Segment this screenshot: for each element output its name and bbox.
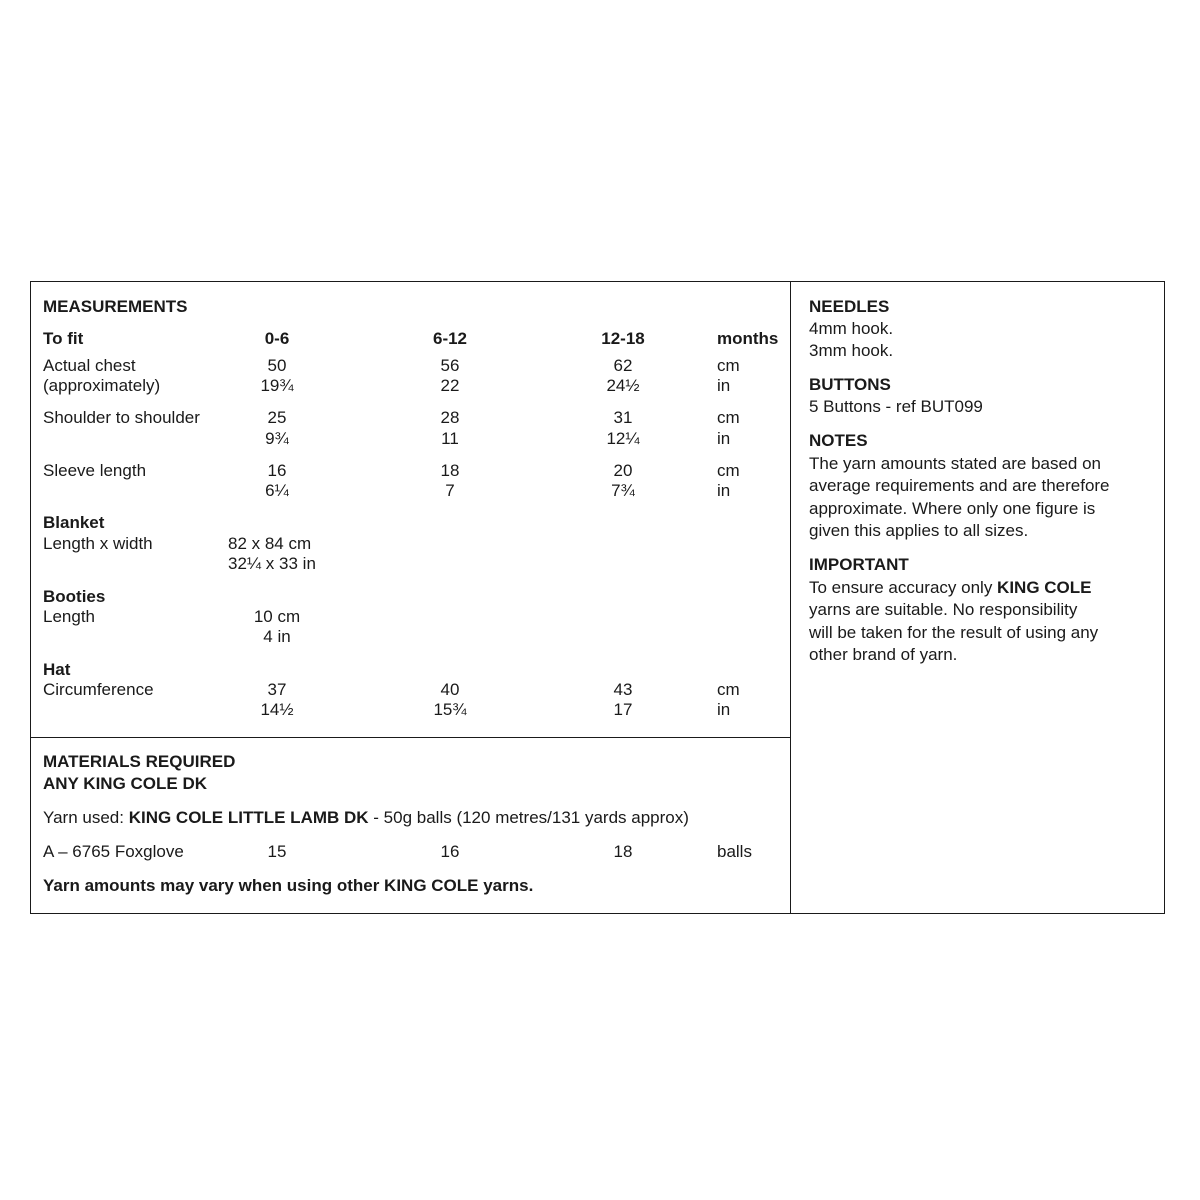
booties-cm: 10 cm [253, 607, 301, 626]
important-line-1-prefix: To ensure accuracy only [809, 578, 998, 597]
blanket-heading: Blanket [43, 513, 105, 532]
chest-label: Actual chest [43, 356, 136, 375]
notes-line-2: average requirements and are therefore [809, 476, 1110, 495]
size-0-6: 0-6 [264, 329, 290, 348]
materials-heading: MATERIALS REQUIRED [43, 752, 236, 771]
yarn-used-line [43, 808, 689, 828]
booties-label: Length [43, 607, 95, 626]
hat-label: Circumference [43, 680, 154, 699]
notes-line-3: approximate. Where only one figure is [809, 499, 1096, 518]
sleeve-in-2: 7¾ [611, 481, 635, 500]
needles-heading: NEEDLES [809, 297, 890, 316]
chest-unit-in: in [717, 376, 731, 395]
materials-section [31, 738, 790, 914]
buttons-heading: BUTTONS [809, 375, 891, 394]
needles-line-2: 3mm hook. [809, 341, 894, 360]
chest-in-2: 24½ [606, 376, 640, 395]
shade-unit: balls [717, 842, 752, 861]
shoulder-label: Shoulder to shoulder [43, 408, 200, 427]
yarn-note: Yarn amounts may vary when using other KING COLE yarns. [43, 876, 534, 895]
size-12-18: 12-18 [601, 329, 645, 348]
sleeve-cm-2: 20 [613, 461, 633, 480]
shoulder-cm-1: 28 [440, 408, 460, 427]
right-column [791, 282, 1166, 913]
needles-line-1: 4mm hook. [809, 319, 894, 338]
chest-label-note: (approximately) [43, 376, 161, 395]
yarn-name: KING COLE LITTLE LAMB DK [128, 808, 369, 827]
measurements-heading: MEASUREMENTS [43, 297, 188, 316]
hat-in-0: 14½ [260, 700, 294, 719]
shade-balls-0: 15 [267, 842, 287, 861]
sleeve-in-0: 6¼ [265, 481, 289, 500]
left-column [31, 282, 791, 913]
materials-subheading: ANY KING COLE DK [43, 774, 208, 793]
important-brand: KING COLE [997, 578, 1092, 597]
hat-heading: Hat [43, 660, 71, 679]
important-line-4: other brand of yarn. [809, 645, 958, 664]
important-line-1 [809, 577, 1092, 600]
chest-unit-cm: cm [717, 356, 740, 375]
notes-line-4: given this applies to all sizes. [809, 521, 1029, 540]
yarn-used-prefix: Yarn used: [43, 808, 129, 827]
booties-heading: Booties [43, 587, 106, 606]
important-line-3: will be taken for the result of using any [809, 623, 1099, 642]
hat-cm-1: 40 [440, 680, 460, 699]
shade-label: A – 6765 Foxglove [43, 842, 184, 861]
measurements-section [31, 282, 790, 738]
hat-in-2: 17 [613, 700, 633, 719]
important-line-2: yarns are suitable. No responsibility [809, 600, 1078, 619]
booties-in: 4 in [263, 627, 291, 646]
shoulder-in-0: 9¾ [265, 429, 289, 448]
chest-cm-0: 50 [267, 356, 287, 375]
shoulder-unit-cm: cm [717, 408, 740, 427]
notes-line-1: The yarn amounts stated are based on [809, 454, 1102, 473]
hat-unit-cm: cm [717, 680, 740, 699]
important-heading: IMPORTANT [809, 555, 909, 574]
sleeve-unit-in: in [717, 481, 731, 500]
notes-heading: NOTES [809, 431, 868, 450]
blanket-label: Length x width [43, 534, 153, 553]
sleeve-label: Sleeve length [43, 461, 147, 480]
chest-in-0: 19¾ [260, 376, 294, 395]
chest-cm-1: 56 [440, 356, 460, 375]
shoulder-cm-2: 31 [613, 408, 633, 427]
chest-in-1: 22 [440, 376, 460, 395]
buttons-line-1: 5 Buttons - ref BUT099 [809, 397, 983, 416]
hat-in-1: 15¾ [433, 700, 467, 719]
sleeve-cm-1: 18 [440, 461, 460, 480]
sleeve-cm-0: 16 [267, 461, 287, 480]
hat-cm-0: 37 [267, 680, 287, 699]
hat-cm-2: 43 [613, 680, 633, 699]
size-6-12: 6-12 [432, 329, 468, 348]
blanket-in: 32¼ x 33 in [228, 554, 316, 573]
yarn-details: - 50g balls (120 metres/131 yards approx) [368, 808, 689, 827]
to-fit-label: To fit [43, 329, 84, 348]
sleeve-in-1: 7 [445, 481, 455, 500]
shade-balls-1: 16 [440, 842, 460, 861]
blanket-cm: 82 x 84 cm [228, 534, 312, 553]
pattern-info-card [30, 281, 1165, 914]
shoulder-in-1: 11 [441, 429, 459, 448]
shoulder-cm-0: 25 [267, 408, 287, 427]
shoulder-unit-in: in [717, 429, 731, 448]
shade-balls-2: 18 [613, 842, 633, 861]
sleeve-unit-cm: cm [717, 461, 740, 480]
size-unit: months [717, 329, 779, 348]
shoulder-in-2: 12¼ [606, 429, 640, 448]
hat-unit-in: in [717, 700, 731, 719]
chest-cm-2: 62 [613, 356, 633, 375]
